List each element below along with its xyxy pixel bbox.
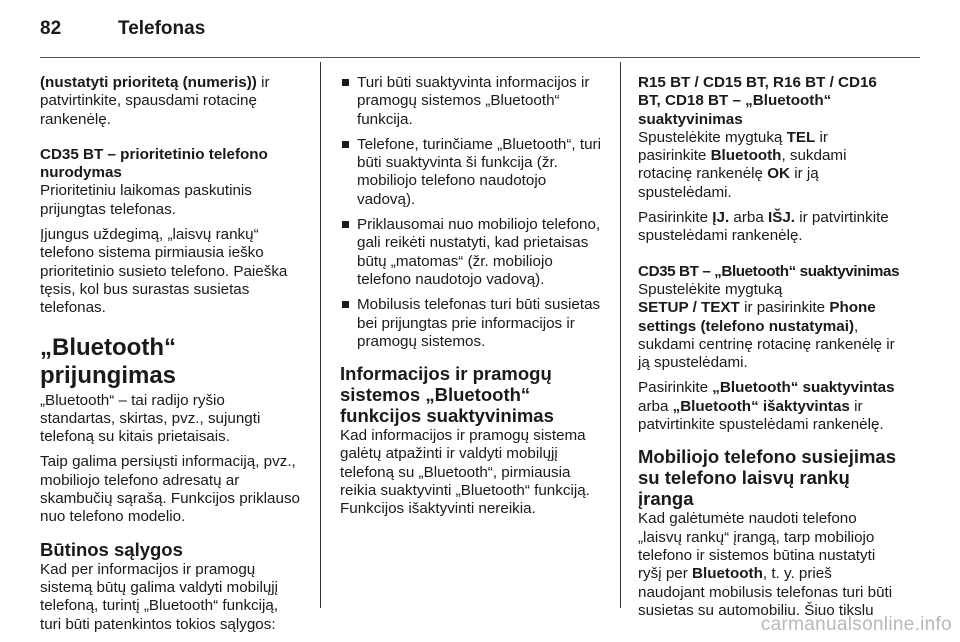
subheading-cd35-activation: CD35 BT – „Bluetooth“ suaktyvinimas [638, 262, 900, 280]
page-header [40, 18, 205, 48]
paragraph-priority-search: Įjungus uždegimą, „laisvų rankų“ telefono sistema pirmiausia ieško prioritetinio susieto telefono. Paieška tęsis, kol bus surastas susietas telefonas. [40, 226, 288, 317]
bold-text: „Bluetooth“ suaktyvintas [712, 379, 895, 397]
bold-text: IŠJ. [768, 209, 796, 227]
bold-text: Phone settings (telefono nustatymai) [638, 299, 876, 335]
column-divider-2 [620, 62, 621, 608]
bold-text: „Bluetooth“ išaktyvintas [672, 397, 850, 415]
paragraph-pairing [638, 510, 900, 620]
column-3 [638, 74, 900, 627]
text: arba [729, 209, 769, 227]
subheading-r15-activation: R15 BT / CD15 BT, R16 BT / CD16 BT, CD18 BT – „Bluetooth“ suaktyvinimas [638, 74, 877, 128]
bold-text: Bluetooth [710, 147, 782, 165]
paragraph-bluetooth-transfer: Taip galima persiųsti informaciją, pvz., mobiliojo telefono adresatų ar skambučių sąrašą. Funkcijos priklauso nuo telefono modelio. [40, 453, 300, 526]
text: arba [638, 397, 673, 415]
text: Spustelėkite mygtuką [638, 128, 787, 146]
paragraph-on-off [638, 209, 900, 246]
list-item: Priklausomai nuo mobiliojo telefono, gali reikėti nustatyti, kad prietaisas būtų „matomas“ (žr. mobiliojo telefono naudotojo vadovą). [340, 216, 602, 289]
paragraph-priority-confirm [40, 74, 302, 129]
list-item: Mobilusis telefonas turi būti susietas bei prijungtas prie informacijos ir pramogų sistemos. [340, 296, 602, 351]
heading-phone-pairing: Mobiliojo telefono susiejimas su telefono laisvų rankų įranga [638, 446, 897, 510]
text: ir patvirtinkite, spausdami rotacinę rankenėlę. [40, 74, 270, 128]
text: Pasirinkite [638, 379, 713, 397]
text: Kad galėtumėte naudoti telefono „laisvų rankų“ įrangą, tarp mobiliojo telefono ir sistemos būtina nustatyti ryšį per [638, 510, 876, 583]
text: ir patvirtinkite spustelėdami rankenėlę. [638, 209, 889, 245]
heading-conditions: Būtinos sąlygos [40, 538, 183, 560]
text: ir ją spustelėdami. [638, 165, 819, 201]
watermark: carmanualsonline.info [760, 614, 952, 635]
heading-bluetooth-activation: Informacijos ir pramogų sistemos „Bluetooth“ funkcijos suaktyvinimas [340, 363, 554, 427]
subheading-cd35-priority: CD35 BT – prioritetinio telefono nurodymas [40, 145, 268, 182]
text: , sukdami rotacinę rankenėlę [638, 147, 847, 183]
text: , t. y. prieš naudojant mobilusis telefonas turi būti susietas su automobiliu. Šiuo tikslu [638, 565, 893, 619]
header-rule [40, 57, 920, 58]
bold-text: ĮJ. [712, 209, 730, 227]
column-2 [340, 74, 602, 526]
text: Pasirinkite [638, 209, 713, 227]
paragraph-setup-text [638, 281, 900, 372]
paragraph-tel-button [638, 129, 900, 202]
paragraph-conditions: Kad per informacijos ir pramogų sistemą būtų galima valdyti mobilųjį telefoną, turintį „Bluetooth“ funkciją, turi būti patenkintos tokios sąlygos: [40, 560, 279, 633]
paragraph-bluetooth-standard: „Bluetooth“ – tai radijo ryšio standartas, skirtas, pvz., sujungti telefoną su kitais prietaisais. [40, 391, 261, 446]
text: ir pasirinkite [638, 128, 828, 165]
page-title: Telefonas [118, 18, 206, 39]
text: Spustelėkite mygtuką [638, 280, 783, 298]
column-divider-1 [320, 62, 321, 608]
heading-bluetooth-connection: „Bluetooth“ prijungimas [40, 333, 177, 389]
text: ir pasirinkite [739, 299, 830, 317]
list-item: Turi būti suaktyvinta informacijos ir pramogų sistemos „Bluetooth“ funkcija. [340, 74, 602, 129]
text: ir patvirtinkite spustelėdami rankenėlę. [638, 397, 884, 434]
text: , sukdami centrinę rotacinę rankenėlę ir ją spustelėdami. [638, 317, 895, 372]
bold-text: TEL [786, 128, 816, 146]
list-item: Telefone, turinčiame „Bluetooth“, turi būti suaktyvinta ši funkcija (žr. mobiliojo telefono naudotojo vadovą). [340, 136, 602, 209]
bold-text: OK [767, 165, 790, 183]
page-number: 82 [40, 18, 62, 39]
paragraph-priority-last: Prioritetiniu laikomas paskutinis prijungtas telefonas. [40, 182, 252, 218]
column-1 [40, 74, 302, 641]
paragraph-bt-toggle [638, 379, 900, 434]
bold-text: (nustatyti prioritetą (numeris)) [40, 74, 257, 91]
conditions-list [340, 74, 602, 351]
paragraph-activation: Kad informacijos ir pramogų sistema galėtų atpažinti ir valdyti mobilųjį telefoną su „Bluetooth“, pirmiausia reikia suaktyvinti „Bluetooth“ funkciją. Funkcijos išaktyvinti nereikia. [340, 427, 590, 518]
bold-text: Bluetooth [692, 565, 763, 583]
bold-text: SETUP / TEXT [638, 299, 740, 317]
